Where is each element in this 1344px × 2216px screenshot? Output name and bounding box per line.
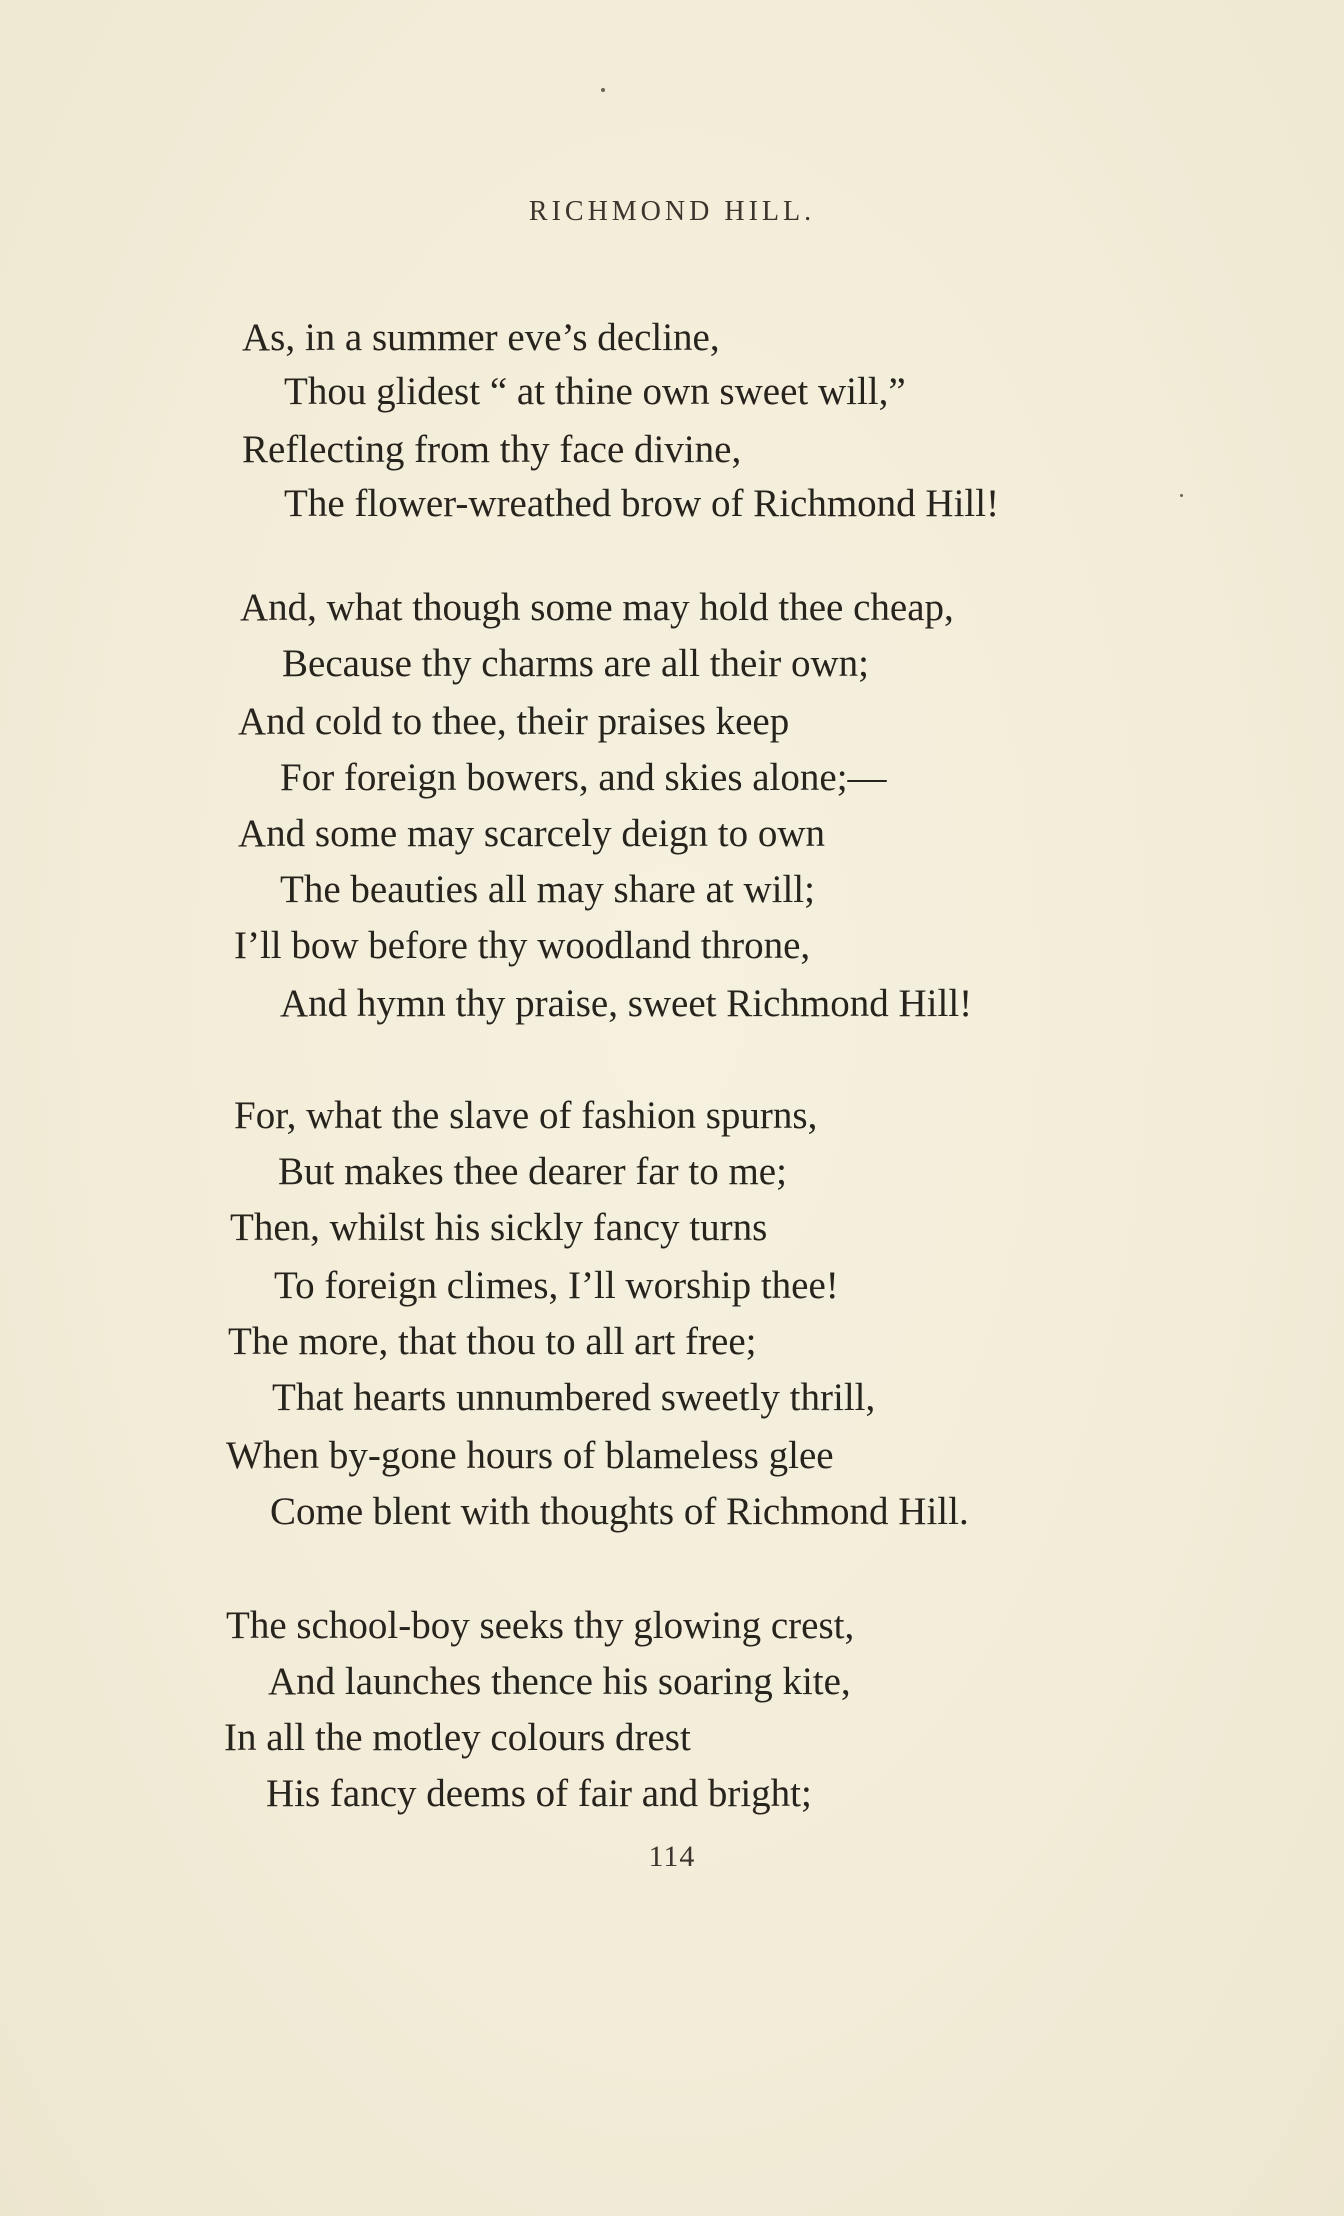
paper-speck: [1180, 494, 1183, 497]
page-number: 114: [648, 1840, 696, 1873]
paper-speck: [601, 88, 605, 92]
poem-line: His fancy deems of fair and bright;: [266, 1772, 812, 1815]
poem-line: And, what though some may hold thee cheap,: [240, 586, 954, 629]
poem-line: And launches thence his soaring kite,: [268, 1660, 851, 1703]
poem-line: When by-gone hours of blameless glee: [226, 1434, 834, 1477]
running-head: RICHMOND HILL.: [528, 196, 816, 227]
poem-line: The flower-wreathed brow of Richmond Hill!: [284, 482, 1000, 525]
poem-line: Come blent with thoughts of Richmond Hill.: [270, 1490, 969, 1533]
poem-line: Thou glidest “ at thine own sweet will,”: [284, 370, 906, 413]
poem-line: As, in a summer eve’s decline,: [242, 316, 720, 359]
poem-line: That hearts unnumbered sweetly thrill,: [272, 1376, 876, 1419]
poem-line: Reflecting from thy face divine,: [242, 428, 742, 471]
poem-line: And some may scarcely deign to own: [238, 812, 826, 855]
poem-line: For foreign bowers, and skies alone;—: [280, 756, 887, 799]
poem-line: And hymn thy praise, sweet Richmond Hill!: [280, 982, 973, 1025]
poem-line: The beauties all may share at will;: [280, 868, 815, 911]
poem-line: And cold to thee, their praises keep: [238, 700, 790, 743]
poem-line: For, what the slave of fashion spurns,: [234, 1094, 818, 1137]
poem-line: To foreign climes, I’ll worship thee!: [274, 1264, 839, 1307]
poem-line: In all the motley colours drest: [224, 1716, 691, 1759]
poem-line: I’ll bow before thy woodland throne,: [234, 924, 811, 967]
poem-line: Then, whilst his sickly fancy turns: [230, 1206, 768, 1249]
poem-line: The school-boy seeks thy glowing crest,: [226, 1604, 855, 1647]
poem-line: The more, that thou to all art free;: [228, 1320, 757, 1363]
poem-line: Because thy charms are all their own;: [282, 642, 869, 685]
poem-line: But makes thee dearer far to me;: [278, 1150, 787, 1193]
